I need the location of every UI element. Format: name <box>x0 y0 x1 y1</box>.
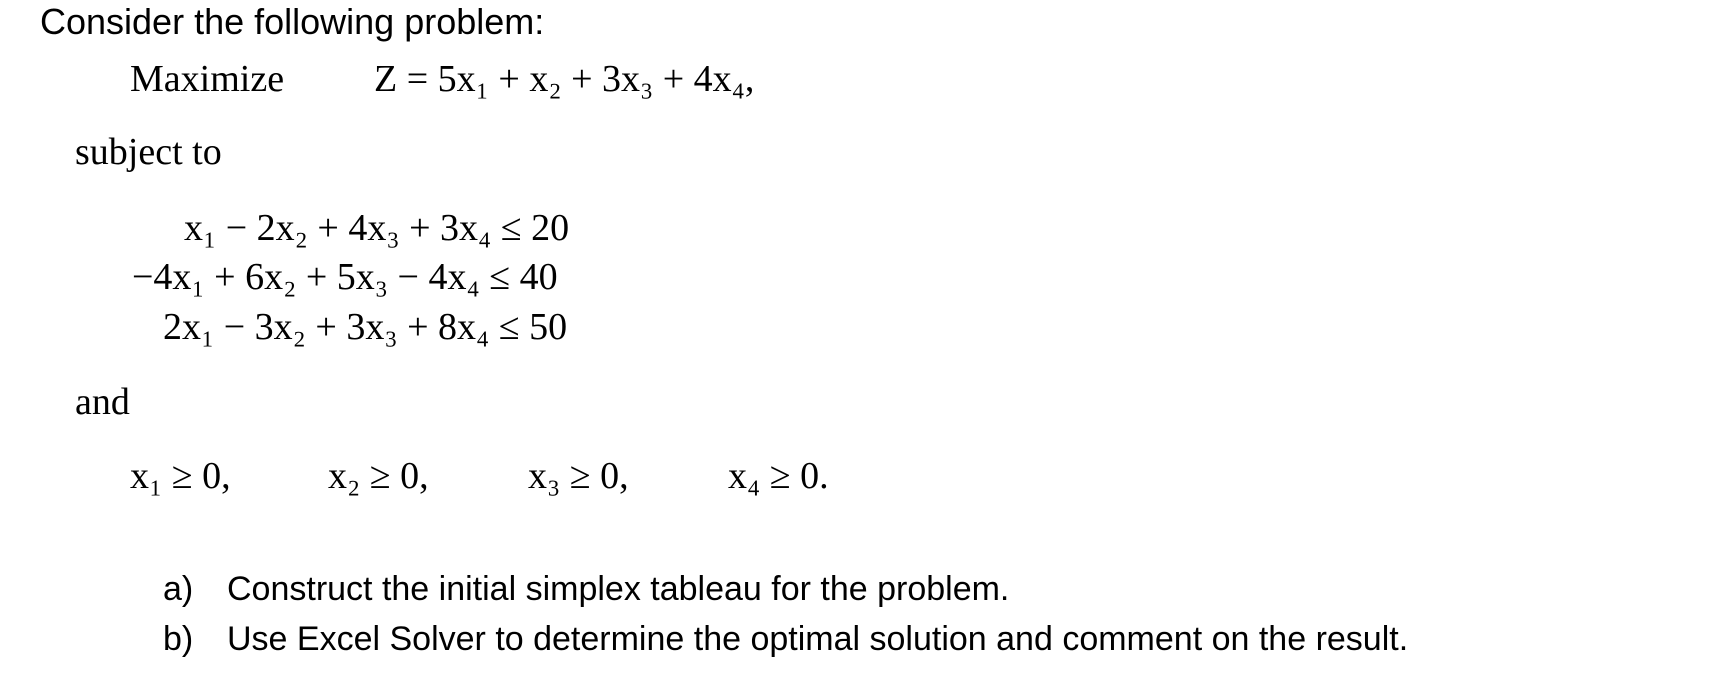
nonnegativity-x1: x₁ ≥ 0, <box>130 455 231 497</box>
nonnegativity-x3: x₃ ≥ 0, <box>528 455 629 497</box>
task-marker: a) <box>163 570 194 608</box>
constraint-1: x₁ − 2x₂ + 4x₃ + 3x₄ ≤ 20 <box>184 207 570 249</box>
subject-to-label: subject to <box>75 131 222 173</box>
objective-label: Maximize <box>130 58 285 100</box>
task-marker: b) <box>163 620 194 658</box>
task-text: Use Excel Solver to determine the optimal solution and comment on the result. <box>227 620 1409 658</box>
task-text: Construct the initial simplex tableau for the problem. <box>227 570 1010 608</box>
objective-function: Z = 5x₁ + x₂ + 3x₃ + 4x₄, <box>374 58 755 100</box>
constraint-2: −4x₁ + 6x₂ + 5x₃ − 4x₄ ≤ 40 <box>132 256 558 298</box>
and-label: and <box>75 381 130 423</box>
nonnegativity-x4: x₄ ≥ 0. <box>728 455 829 497</box>
problem-intro: Consider the following problem: <box>40 1 545 42</box>
constraint-3: 2x₁ − 3x₂ + 3x₃ + 8x₄ ≤ 50 <box>163 306 568 348</box>
nonnegativity-x2: x₂ ≥ 0, <box>328 455 429 497</box>
